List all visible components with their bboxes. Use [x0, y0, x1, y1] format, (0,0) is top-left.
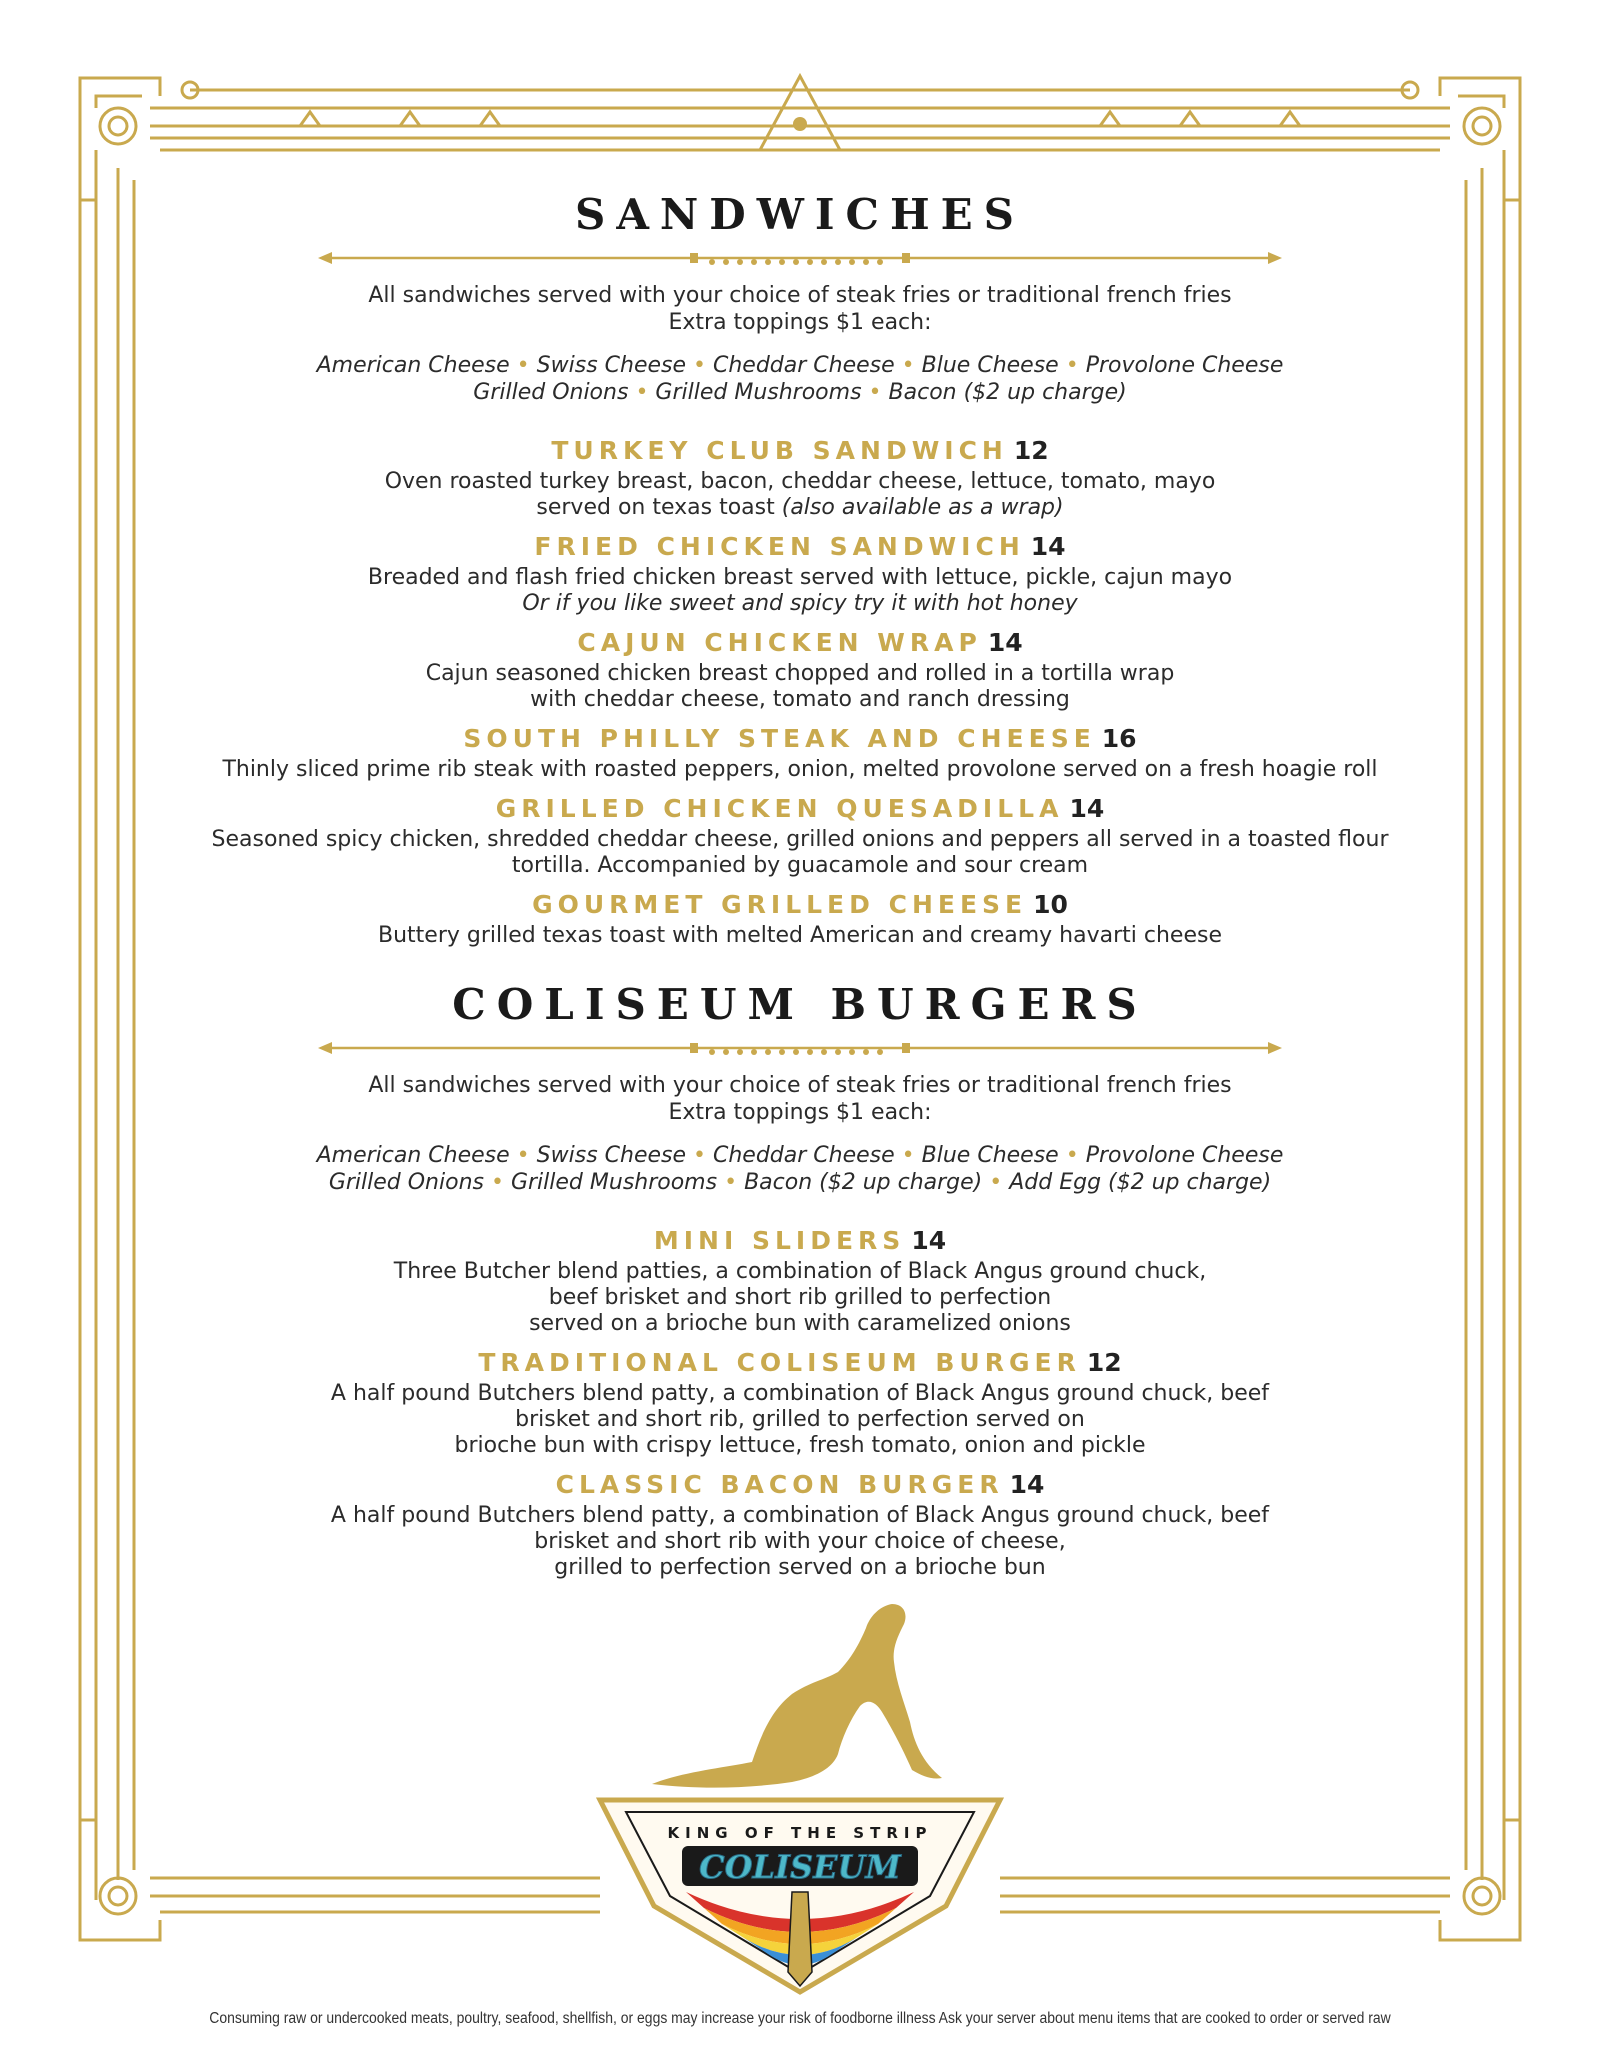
toppings-line: Grilled Onions • Grilled Mushrooms • Bacon ($2 up charge) • Add Egg ($2 up charge) [328, 1170, 1272, 1195]
item-name: FRIED CHICKEN SANDWICH [534, 532, 1025, 561]
topping: Cheddar Cheese [713, 1143, 895, 1168]
section-title: SANDWICHES [575, 190, 1025, 239]
menu-item [130, 532, 1470, 617]
topping: Bacon ($2 up charge) [744, 1170, 983, 1195]
item-price: 14 [1030, 532, 1066, 561]
ornamental-divider [310, 248, 1290, 268]
item-name: MINI SLIDERS [653, 1226, 906, 1255]
topping: Blue Cheese [921, 353, 1059, 378]
topping: Grilled Mushrooms [655, 380, 862, 405]
topping: Grilled Mushrooms [510, 1170, 718, 1195]
item-description: Oven roasted turkey breast, bacon, cheddar cheese, lettuce, tomato, mayo served on texas toast (also available as a wrap) [384, 469, 1216, 520]
topping: Grilled Onions [328, 1170, 484, 1195]
item-description: Thinly sliced prime rib steak with roasted peppers, onion, melted provolone served on a fresh hoagie roll [222, 757, 1378, 782]
topping: American Cheese [316, 353, 510, 378]
item-price: 16 [1101, 724, 1137, 753]
silhouette-illustration [642, 1602, 962, 1792]
toppings-line: American Cheese • Swiss Cheese • Cheddar Cheese • Blue Cheese • Provolone Cheese [316, 1143, 1284, 1168]
logo-tagline: KING OF THE STRIP [667, 1824, 933, 1842]
item-description: Three Butcher blend patties, a combination of Black Angus ground chuck, beef brisket and short rib grilled to perfection served on a brioche bun with caramelized onions [393, 1259, 1207, 1336]
item-name: SOUTH PHILLY STEAK AND CHEESE [463, 724, 1096, 753]
intro-text [130, 282, 1470, 336]
topping: Cheddar Cheese [713, 353, 895, 378]
sandwiches-section [130, 190, 1470, 960]
topping: American Cheese [316, 1143, 510, 1168]
menu-item [130, 890, 1470, 949]
item-name: TURKEY CLUB SANDWICH [551, 436, 1008, 465]
menu-item [130, 794, 1470, 879]
item-name: CLASSIC BACON BURGER [555, 1470, 1004, 1499]
intro-line: All sandwiches served with your choice of steak fries or traditional french fries [368, 283, 1232, 308]
item-description: Buttery grilled texas toast with melted American and creamy havarti cheese [378, 923, 1222, 948]
topping: Blue Cheese [921, 1143, 1059, 1168]
menu-item [130, 1348, 1470, 1459]
item-description: Cajun seasoned chicken breast chopped and rolled in a tortilla wrap with cheddar cheese, tomato and ranch dressing [425, 661, 1175, 712]
item-description: A half pound Butchers blend patty, a combination of Black Angus ground chuck, beef brisket and short rib, grilled to perfection served on brioche bun with crispy lettuce, fresh tomato, onion and pickle [330, 1381, 1270, 1458]
intro-line: All sandwiches served with your choice of steak fries or traditional french fries [368, 1073, 1232, 1098]
topping: Swiss Cheese [536, 353, 687, 378]
menu-item [130, 724, 1470, 783]
item-price: 12 [1013, 436, 1049, 465]
item-description: Breaded and flash fried chicken breast served with lettuce, pickle, cajun mayo Or if you like sweet and spicy try it with hot honey [367, 565, 1233, 616]
menu-item [130, 628, 1470, 713]
coliseum-logo [596, 1796, 1004, 1996]
toppings-list [130, 352, 1470, 406]
menu-items [130, 436, 1470, 949]
item-price: 14 [911, 1226, 947, 1255]
item-name: TRADITIONAL COLISEUM BURGER [478, 1348, 1081, 1377]
item-description: A half pound Butchers blend patty, a combination of Black Angus ground chuck, beef brisket and short rib with your choice of cheese, grilled to perfection served on a brioche bun [330, 1503, 1270, 1580]
menu-item [130, 436, 1470, 521]
food-safety-disclaimer: Consuming raw or undercooked meats, poultry, seafood, shellfish, or eggs may increase your risk of foodborne illness Ask your server about menu items that are cooked to order or served raw [209, 2010, 1391, 2027]
topping: Bacon ($2 up charge) [888, 380, 1127, 405]
intro-line: Extra toppings $1 each: [668, 1100, 932, 1125]
topping: Provolone Cheese [1085, 1143, 1284, 1168]
topping: Provolone Cheese [1085, 353, 1284, 378]
item-price: 12 [1086, 1348, 1122, 1377]
topping: Swiss Cheese [536, 1143, 687, 1168]
menu-item [130, 1470, 1470, 1581]
menu-item [130, 1226, 1470, 1337]
item-price: 14 [1069, 794, 1105, 823]
logo-wordmark: COLISEUM [699, 1848, 901, 1886]
topping: Grilled Onions [473, 380, 629, 405]
menu-items [130, 1226, 1470, 1581]
toppings-line: Grilled Onions • Grilled Mushrooms • Bacon ($2 up charge) [473, 380, 1127, 405]
item-description: Seasoned spicy chicken, shredded cheddar cheese, grilled onions and peppers all served in a toasted flour tortilla. Accompanied by guacamole and sour cream [211, 827, 1389, 878]
item-price: 14 [1009, 1470, 1045, 1499]
item-name: CAJUN CHICKEN WRAP [577, 628, 982, 657]
topping: Add Egg ($2 up charge) [1009, 1170, 1272, 1195]
intro-line: Extra toppings $1 each: [668, 310, 932, 335]
item-price: 10 [1033, 890, 1068, 919]
item-name: GOURMET GRILLED CHEESE [532, 890, 1028, 919]
item-price: 14 [987, 628, 1023, 657]
section-title: COLISEUM BURGERS [452, 980, 1148, 1029]
burgers-section [130, 980, 1470, 1592]
item-name: GRILLED CHICKEN QUESADILLA [495, 794, 1064, 823]
ornamental-divider [310, 1038, 1290, 1058]
intro-text [130, 1072, 1470, 1126]
toppings-list [130, 1142, 1470, 1196]
toppings-line: American Cheese • Swiss Cheese • Cheddar Cheese • Blue Cheese • Provolone Cheese [316, 353, 1284, 378]
